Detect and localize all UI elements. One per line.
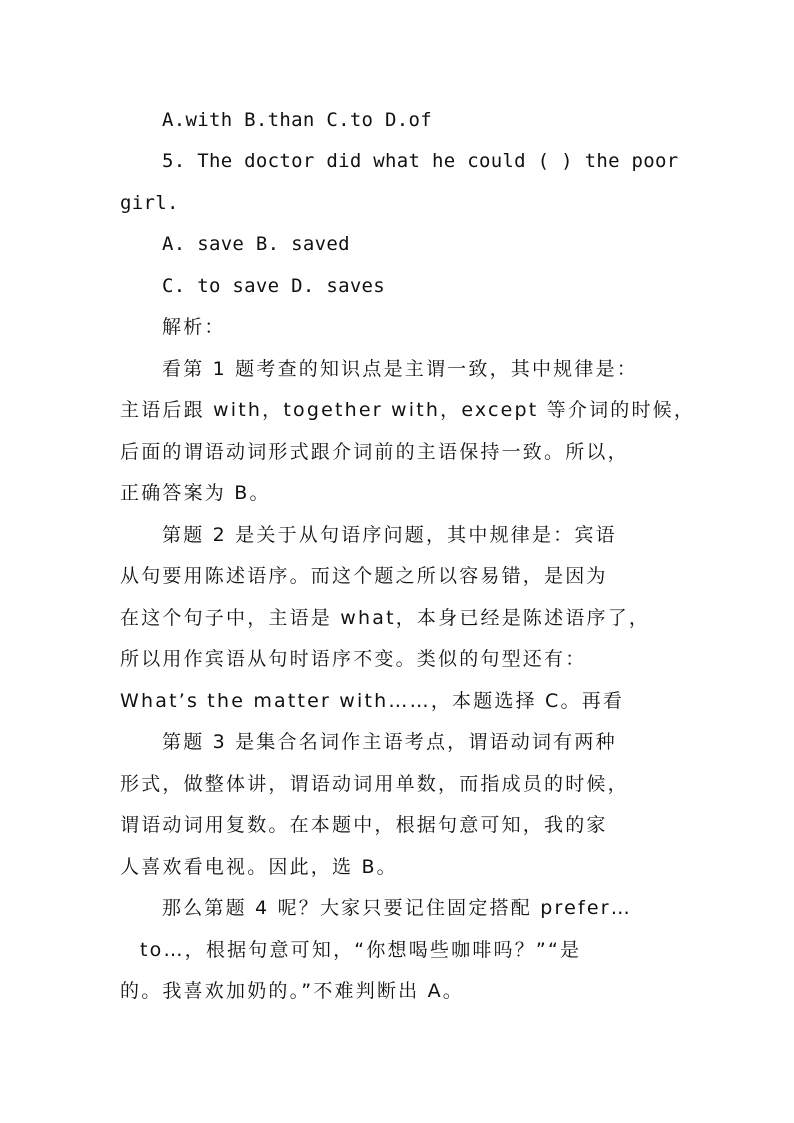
analysis-paragraph-1-line-1: 看第 1 题考查的知识点是主谓一致，其中规律是： <box>162 358 638 380</box>
options-line-q5-a: A. save B. saved <box>162 233 350 255</box>
options-line-q5-b: C. to save D. saves <box>162 275 386 297</box>
question-5-line-2: girl. <box>120 192 179 214</box>
analysis-paragraph-1-line-4: 正确答案为 B。 <box>120 482 271 504</box>
analysis-paragraph-4-line-2: to…，根据句意可知，“你想喝些咖啡吗？”“是 <box>140 939 582 961</box>
analysis-paragraph-3-line-3: 谓语动词用复数。在本题中，根据句意可知，我的家 <box>120 814 608 836</box>
analysis-paragraph-1-line-3: 后面的谓语动词形式跟介词前的主语保持一致。所以， <box>120 441 629 463</box>
analysis-paragraph-3-line-1: 第题 3 是集合名词作主语考点，谓语动词有两种 <box>162 731 617 753</box>
analysis-paragraph-2-line-5: What’s the matter with……，本题选择 C。再看 <box>120 690 625 712</box>
analysis-paragraph-2-line-4: 所以用作宾语从句时语序不变。类似的句型还有： <box>120 648 587 670</box>
options-line-q4: A.with B.than C.to D.of <box>162 109 432 131</box>
analysis-paragraph-3-line-4: 人喜欢看电视。因此，选 B。 <box>120 856 398 878</box>
analysis-paragraph-3-line-2: 形式，做整体讲，谓语动词用单数，而指成员的时候， <box>120 773 629 795</box>
analysis-paragraph-1-line-2: 主语后跟 with，together with，except 等介词的时候， <box>120 399 696 421</box>
analysis-paragraph-4-line-1: 那么第题 4 呢？大家只要记住固定搭配 prefer… <box>162 897 632 919</box>
analysis-paragraph-2-line-2: 从句要用陈述语序。而这个题之所以容易错，是因为 <box>120 565 608 587</box>
analysis-paragraph-2-line-3: 在这个句子中，主语是 what，本身已经是陈述语序了， <box>120 607 651 629</box>
analysis-paragraph-2-line-1: 第题 2 是关于从句语序问题，其中规律是：宾语 <box>162 524 617 546</box>
analysis-paragraph-4-line-3: 的。我喜欢加奶的。”不难判断出 A。 <box>120 980 464 1002</box>
question-5-line-1: 5. The doctor did what he could ( ) the poor <box>162 150 679 172</box>
analysis-heading: 解析： <box>162 316 226 338</box>
